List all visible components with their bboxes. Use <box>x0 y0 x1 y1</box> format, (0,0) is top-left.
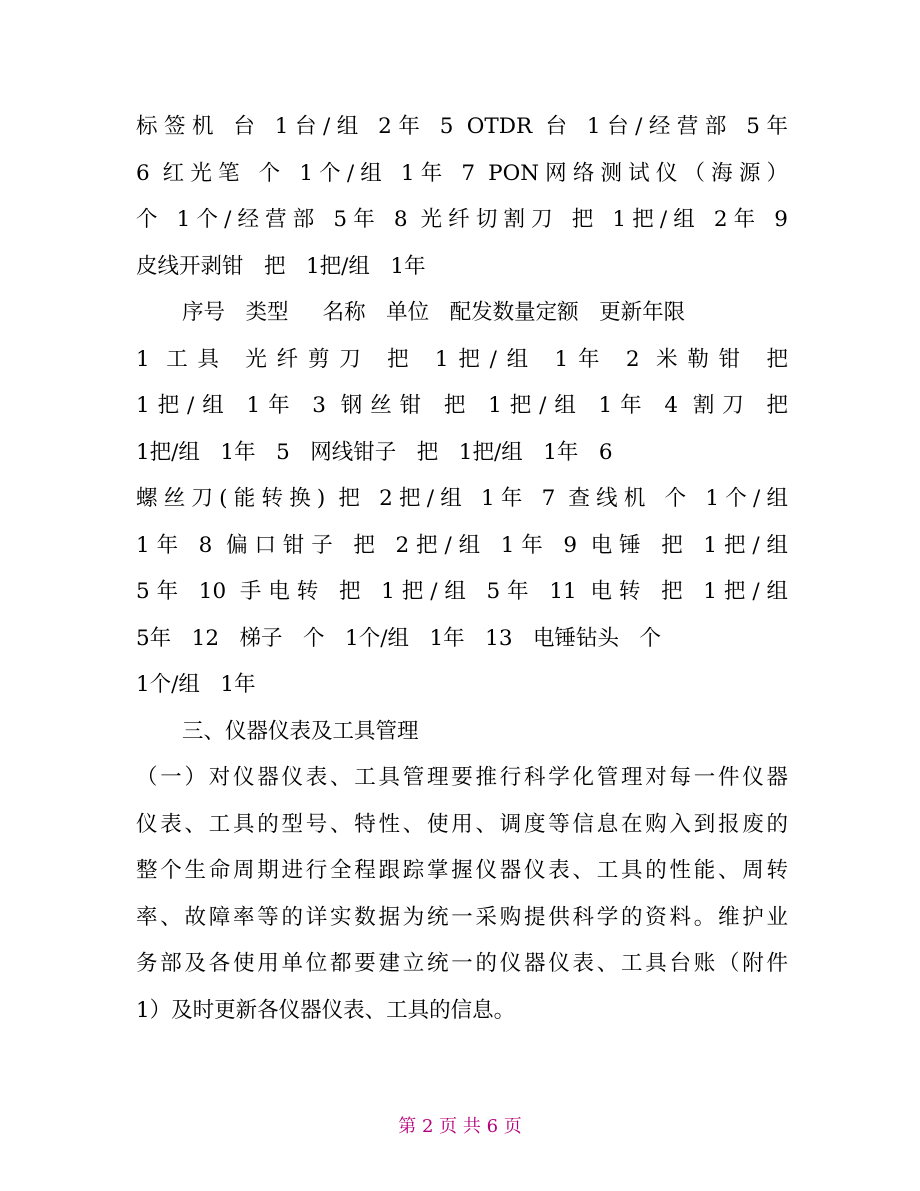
section-heading: 三、仪器仪表及工具管理 <box>182 718 419 744</box>
paragraph-line-4: 率、故障率等的详实数据为统一采购提供科学的资料。维护业 <box>136 904 788 930</box>
paragraph-line-5: 务部及各使用单位都要建立统一的仪器仪表、工具台账（附件 <box>136 951 788 976</box>
table-header-line: 序号 类型 名称 单位 配发数量定额 更新年限 <box>182 300 686 325</box>
paragraph-line-2: 仪表、工具的型号、特性、使用、调度等信息在购入到报废的 <box>136 811 788 837</box>
text-line-6: 1 工具 光纤剪刀 把 1把/组 1年 2 米勒钳 把 <box>136 346 788 372</box>
text-line-8: 1把/组 1年 5 网线钳子 把 1把/组 1年 6 <box>136 439 613 465</box>
text-line-3: 个 1个/经营部 5年 8 光纤切割刀 把 1把/组 2年 9 <box>136 207 788 232</box>
text-line-9: 螺丝刀(能转换) 把 2把/组 1年 7 查线机 个 1个/组 <box>136 486 788 511</box>
text-line-13: 1个/组 1年 <box>136 672 256 697</box>
text-line-2: 6 红光笔 个 1个/组 1年 7 PON网络测试仪（海源） <box>136 160 788 186</box>
text-line-1: 标签机 台 1台/组 2年 5 OTDR 台 1台/经营部 5年 <box>136 114 788 139</box>
paragraph-line-1: （一）对仪器仪表、工具管理要推行科学化管理对每一件仪器 <box>136 765 788 790</box>
text-line-11: 5年 10 手电转 把 1把/组 5年 11 电转 把 1把/组 <box>136 579 788 604</box>
paragraph-line-6: 1）及时更新各仪器仪表、工具的信息。 <box>136 997 516 1023</box>
document-body <box>136 104 788 1034</box>
text-line-4: 皮线开剥钳 把 1把/组 1年 <box>136 253 426 279</box>
text-line-7: 1把/组 1年 3 钢丝钳 把 1把/组 1年 4 割刀 把 <box>136 393 788 418</box>
page-number-footer: 第 2 页 共 6 页 <box>398 1116 522 1137</box>
text-line-10: 1年 8 偏口钳子 把 2把/组 1年 9 电锤 把 1把/组 <box>136 532 788 558</box>
text-line-12: 5年 12 梯子 个 1个/组 1年 13 电锤钻头 个 <box>136 625 662 651</box>
paragraph-line-3: 整个生命周期进行全程跟踪掌握仪器仪表、工具的性能、周转 <box>136 858 788 883</box>
